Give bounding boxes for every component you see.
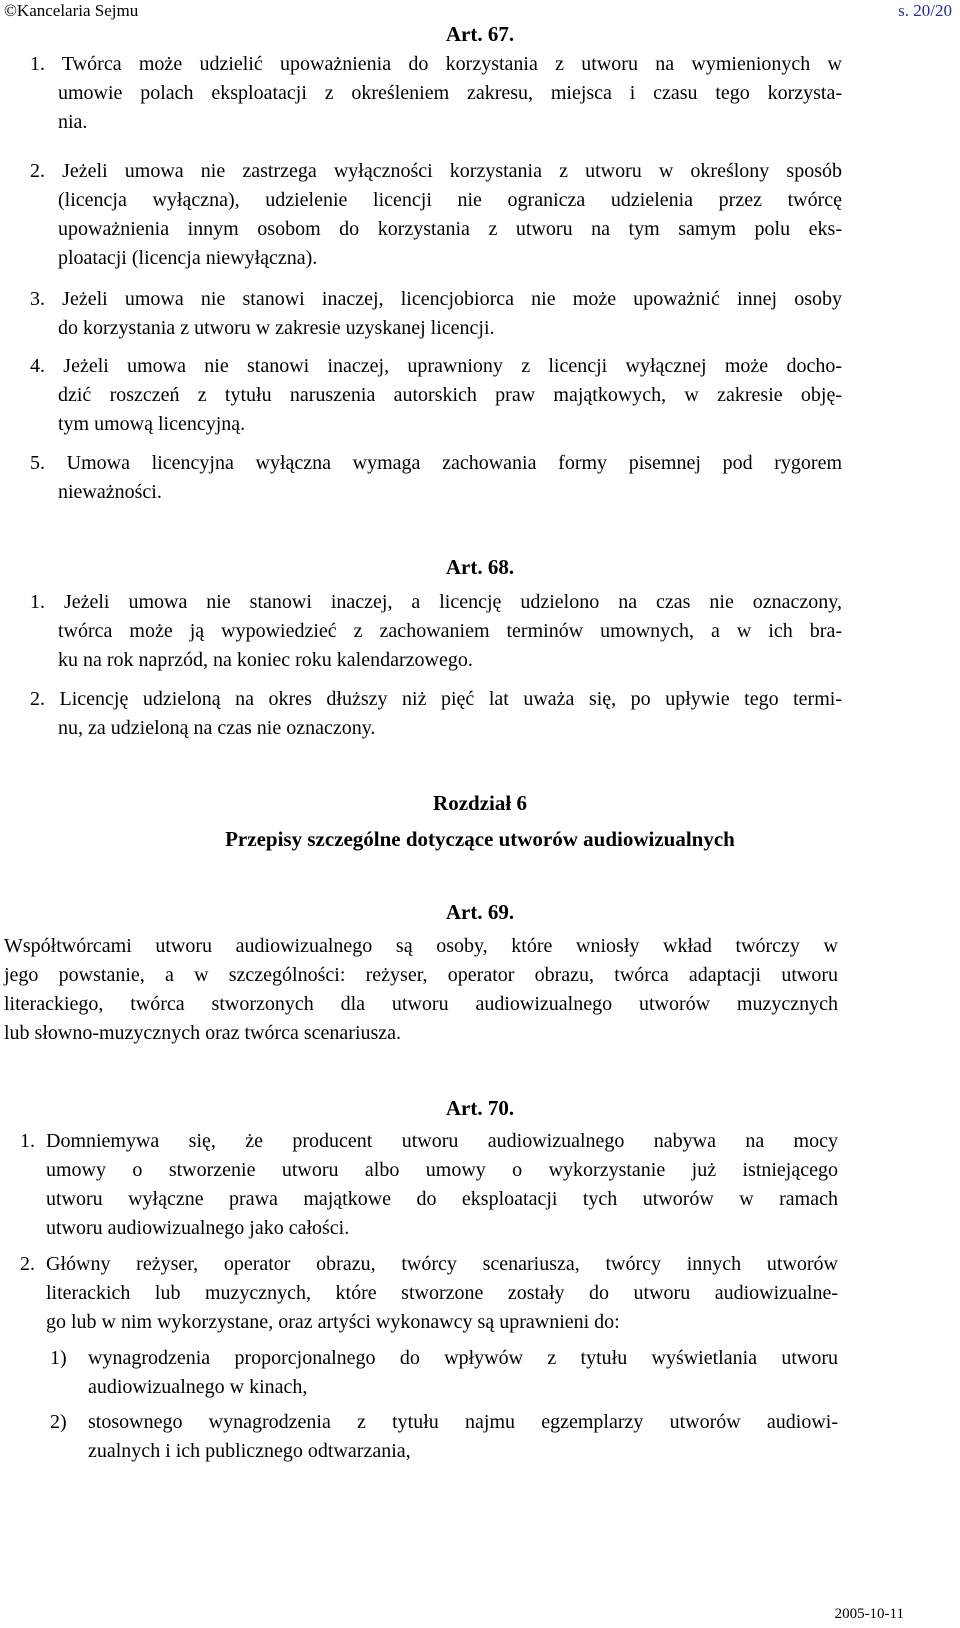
art67-p2-line-3: upoważnienia innym osobom do korzystania z utworu na tym samym polu eks- bbox=[58, 218, 842, 240]
footer-date: 2005-10-11 bbox=[834, 1606, 904, 1622]
art70-item-1 bbox=[50, 1344, 838, 1402]
art70-item-2 bbox=[50, 1408, 838, 1466]
art68-p2-line-1: 2. Licencję udzieloną na okres dłuższy niż pięć lat uważa się, po upływie tego termi- bbox=[30, 688, 842, 710]
art67-p3-line-2: do korzystania z utworu w zakresie uzyskanej licencji. bbox=[58, 317, 495, 339]
art70-item-1-line-2: audiowizualnego w kinach, bbox=[88, 1376, 308, 1398]
art67-p1-line-1: 1. Twórca może udzielić upoważnienia do korzystania z utworu na wymienionych w bbox=[30, 53, 842, 75]
art70-item-2-line-1: stosownego wynagrodzenia z tytułu najmu egzemplarzy utworów audiowi- bbox=[88, 1411, 838, 1433]
art69-line-1: Współtwórcami utworu audiowizualnego są osoby, które wniosły wkład twórczy w bbox=[4, 935, 838, 957]
art70-p1-line-3: utworu wyłączne prawa majątkowe do eksploatacji tych utworów w ramach bbox=[46, 1188, 838, 1210]
art70-item-1-line-1: wynagrodzenia proporcjonalnego do wpływów z tytułu wyświetlania utworu bbox=[88, 1347, 838, 1369]
art67-paragraph-1 bbox=[30, 50, 842, 137]
chapter-number: Rozdział 6 bbox=[433, 791, 527, 815]
art70-p1-line-1: Domniemywa się, że producent utworu audiowizualnego nabywa na mocy bbox=[46, 1130, 838, 1152]
art67-p4-line-3: tym umową licencyjną. bbox=[58, 413, 246, 435]
art70-p2-line-1: Główny reżyser, operator obrazu, twórcy scenariusza, twórcy innych utworów bbox=[46, 1253, 838, 1275]
article-69-title: Art. 69. bbox=[445, 900, 515, 924]
art69-paragraph bbox=[4, 932, 838, 1048]
art67-p1-line-3: nia. bbox=[58, 111, 88, 133]
art67-p4-line-2: dzić roszczeń z tytułu naruszenia autorskich praw majątkowych, w zakresie obję- bbox=[58, 384, 842, 406]
art70-paragraph-1 bbox=[20, 1127, 838, 1243]
art67-p2-line-1: 2. Jeżeli umowa nie zastrzega wyłączności korzystania z utworu w określony sposób bbox=[30, 160, 842, 182]
art67-p5-line-2: nieważności. bbox=[58, 481, 162, 503]
art70-p2-number: 2. bbox=[20, 1253, 35, 1275]
article-67-title: Art. 67. bbox=[445, 22, 515, 46]
art68-p1-line-1: 1. Jeżeli umowa nie stanowi inaczej, a licencję udzielono na czas nie oznaczony, bbox=[30, 591, 842, 613]
header-publisher: ©Kancelaria Sejmu bbox=[4, 1, 139, 20]
art67-p4-line-1: 4. Jeżeli umowa nie stanowi inaczej, uprawniony z licencji wyłącznej może docho- bbox=[30, 355, 842, 377]
art69-line-2: jego powstanie, a w szczególności: reżyser, operator obrazu, twórca adaptacji utworu bbox=[4, 964, 838, 986]
art69-line-4: lub słowno-muzycznych oraz twórca scenariusza. bbox=[4, 1022, 402, 1044]
header-page-number[interactable]: s. 20/20 bbox=[898, 1, 952, 20]
article-70-title: Art. 70. bbox=[445, 1096, 515, 1120]
art69-line-3: literackiego, twórca stworzonych dla utworu audiowizualnego utworów muzycznych bbox=[4, 993, 838, 1015]
art67-paragraph-3 bbox=[30, 285, 842, 343]
art67-p2-line-4: ploatacji (licencja niewyłączna). bbox=[58, 247, 318, 269]
art68-p1-line-3: ku na rok naprzód, na koniec roku kalendarzowego. bbox=[58, 649, 473, 671]
art67-paragraph-4 bbox=[30, 352, 842, 439]
art70-p1-line-4: utworu audiowizualnego jako całości. bbox=[46, 1217, 350, 1239]
art70-item-2-line-2: zualnych i ich publicznego odtwarzania, bbox=[88, 1440, 411, 1462]
art67-p3-line-1: 3. Jeżeli umowa nie stanowi inaczej, licencjobiorca nie może upoważnić innej osoby bbox=[30, 288, 842, 310]
art70-p1-number: 1. bbox=[20, 1130, 35, 1152]
art70-p1-line-2: umowy o stworzenie utworu albo umowy o wykorzystanie już istniejącego bbox=[46, 1159, 838, 1181]
art67-p2-line-2: (licencja wyłączna), udzielenie licencji nie ogranicza udzielenia przez twórcę bbox=[58, 189, 842, 211]
art67-paragraph-5 bbox=[30, 449, 842, 507]
art68-paragraph-2 bbox=[30, 685, 842, 743]
art67-p5-line-1: 5. Umowa licencyjna wyłączna wymaga zachowania formy pisemnej pod rygorem bbox=[30, 452, 842, 474]
article-68-title: Art. 68. bbox=[445, 555, 515, 579]
art70-p2-line-2: literackich lub muzycznych, które stworzone zostały do utworu audiowizualne- bbox=[46, 1282, 838, 1304]
art68-paragraph-1 bbox=[30, 588, 842, 675]
art67-paragraph-2 bbox=[30, 157, 842, 273]
art68-p2-line-2: nu, za udzieloną na czas nie oznaczony. bbox=[58, 717, 376, 739]
art70-item-1-number: 1) bbox=[50, 1347, 67, 1369]
art67-p1-line-2: umowie polach eksploatacji z określeniem zakresu, miejsca i czasu tego korzysta- bbox=[58, 82, 842, 104]
art68-p1-line-2: twórca może ją wypowiedzieć z zachowaniem terminów umownych, a w ich bra- bbox=[58, 620, 842, 642]
art70-paragraph-2 bbox=[20, 1250, 838, 1337]
art70-p2-line-3: go lub w nim wykorzystane, oraz artyści wykonawcy są uprawnieni do: bbox=[46, 1311, 620, 1333]
art70-item-2-number: 2) bbox=[50, 1411, 67, 1433]
chapter-title: Przepisy szczególne dotyczące utworów audiowizualnych bbox=[225, 827, 735, 851]
